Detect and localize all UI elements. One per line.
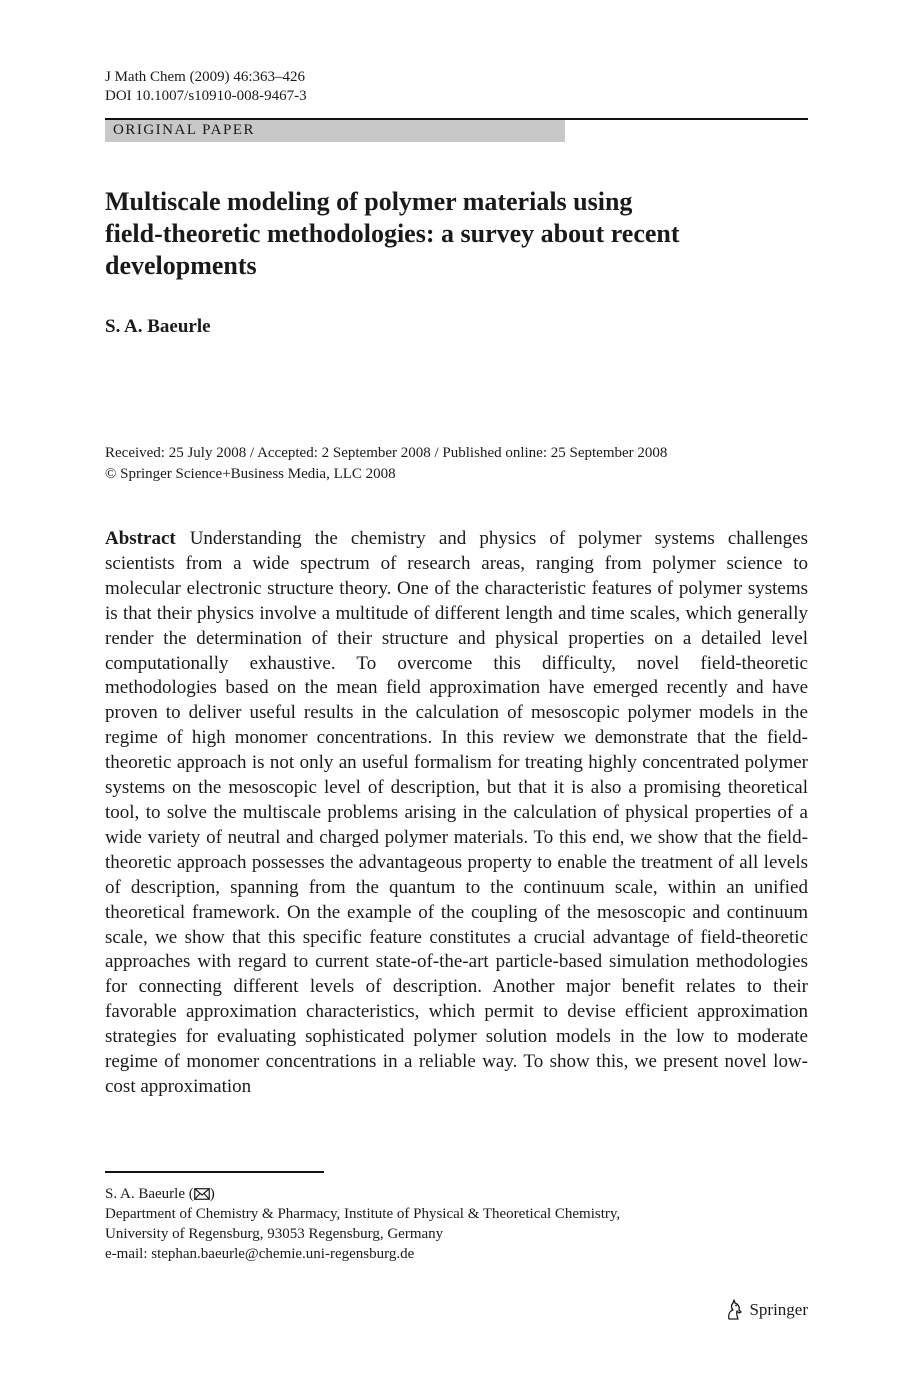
affiliation-line: Department of Chemistry & Pharmacy, Institute of Physical & Theoretical Chemistry,	[105, 1206, 621, 1222]
author-footnote	[105, 1184, 620, 1264]
author-email[interactable]: e-mail: stephan.baeurle@chemie.uni-regensburg.de	[105, 1246, 415, 1262]
paper-type-banner: ORIGINAL PAPER	[105, 120, 565, 142]
footnote-rule	[105, 1171, 324, 1173]
publisher-mark	[725, 1299, 808, 1321]
corresponding-author: S. A. Baeurle ( )	[105, 1186, 215, 1202]
journal-citation: J Math Chem (2009) 46:363–426	[105, 69, 305, 85]
abstract-heading: Abstract	[105, 528, 176, 549]
doi: DOI 10.1007/s10910-008-9467-3	[105, 88, 307, 104]
abstract-text: Understanding the chemistry and physics of polymer systems challenges scientists from a wide spectrum of research areas, ranging from polymer science to molecular electronic structure theory. One of the characteristic features of polymer systems is that their physics involve a multitude of different length and time scales, which generally render the determination of their structure and physical properties on a detailed level computationally exhaustive. To overcome this difficulty, novel field-theoretic methodologies based on the mean field approximation have emerged recently and have proven to deliver useful results in the calculation of mesoscopic polymer models in the regime of high monomer concentrations. In this review we demonstrate that the field-theoretic approach is not only an useful formalism for treating highly concentrated polymer systems on the mesoscopic level of description, but that it is also a promising theoretical tool, to solve the multiscale problems arising in the calculation of physical properties of a wide variety of neutral and charged polymer materials. To this end, we show that the field-theoretic approach possesses the advantageous property to enable the treatment of all levels of description, spanning from the quantum to the continuum scale, within an unified theoretical framework. On the example of the coupling of the mesoscopic and continuum scale, we show that this specific feature constitutes a crucial advantage of field-theoretic approaches with regard to current state-of-the-art particle-based simulation methodologies for connecting different levels of description. Another major benefit relates to their favorable approximation characteristics, which permit to devise efficient approximation strategies for evaluating sophisticated polymer solution models in the low to moderate regime of monomer concentrations in a reliable way. To show this, we present novel low-cost approximation	[105, 528, 808, 1097]
history-dates: Received: 25 July 2008 / Accepted: 2 September 2008 / Published online: 25 September 2008	[105, 445, 668, 461]
publication-history	[105, 443, 667, 485]
paper-title	[105, 186, 805, 282]
author-name: S. A. Baeurle	[105, 316, 211, 337]
title-line: developments	[105, 251, 257, 280]
abstract	[105, 527, 808, 1100]
springer-horse-icon	[725, 1299, 743, 1321]
copyright: © Springer Science+Business Media, LLC 2008	[105, 466, 396, 482]
journal-reference	[105, 68, 307, 106]
footnote-author: S. A. Baeurle	[105, 1186, 185, 1202]
title-line: field-theoretic methodologies: a survey about recent	[105, 219, 680, 248]
publisher-name: Springer	[749, 1300, 808, 1319]
affiliation-line: University of Regensburg, 93053 Regensburg, Germany	[105, 1226, 444, 1242]
title-line: Multiscale modeling of polymer materials using	[105, 187, 633, 216]
envelope-icon[interactable]	[194, 1188, 210, 1200]
